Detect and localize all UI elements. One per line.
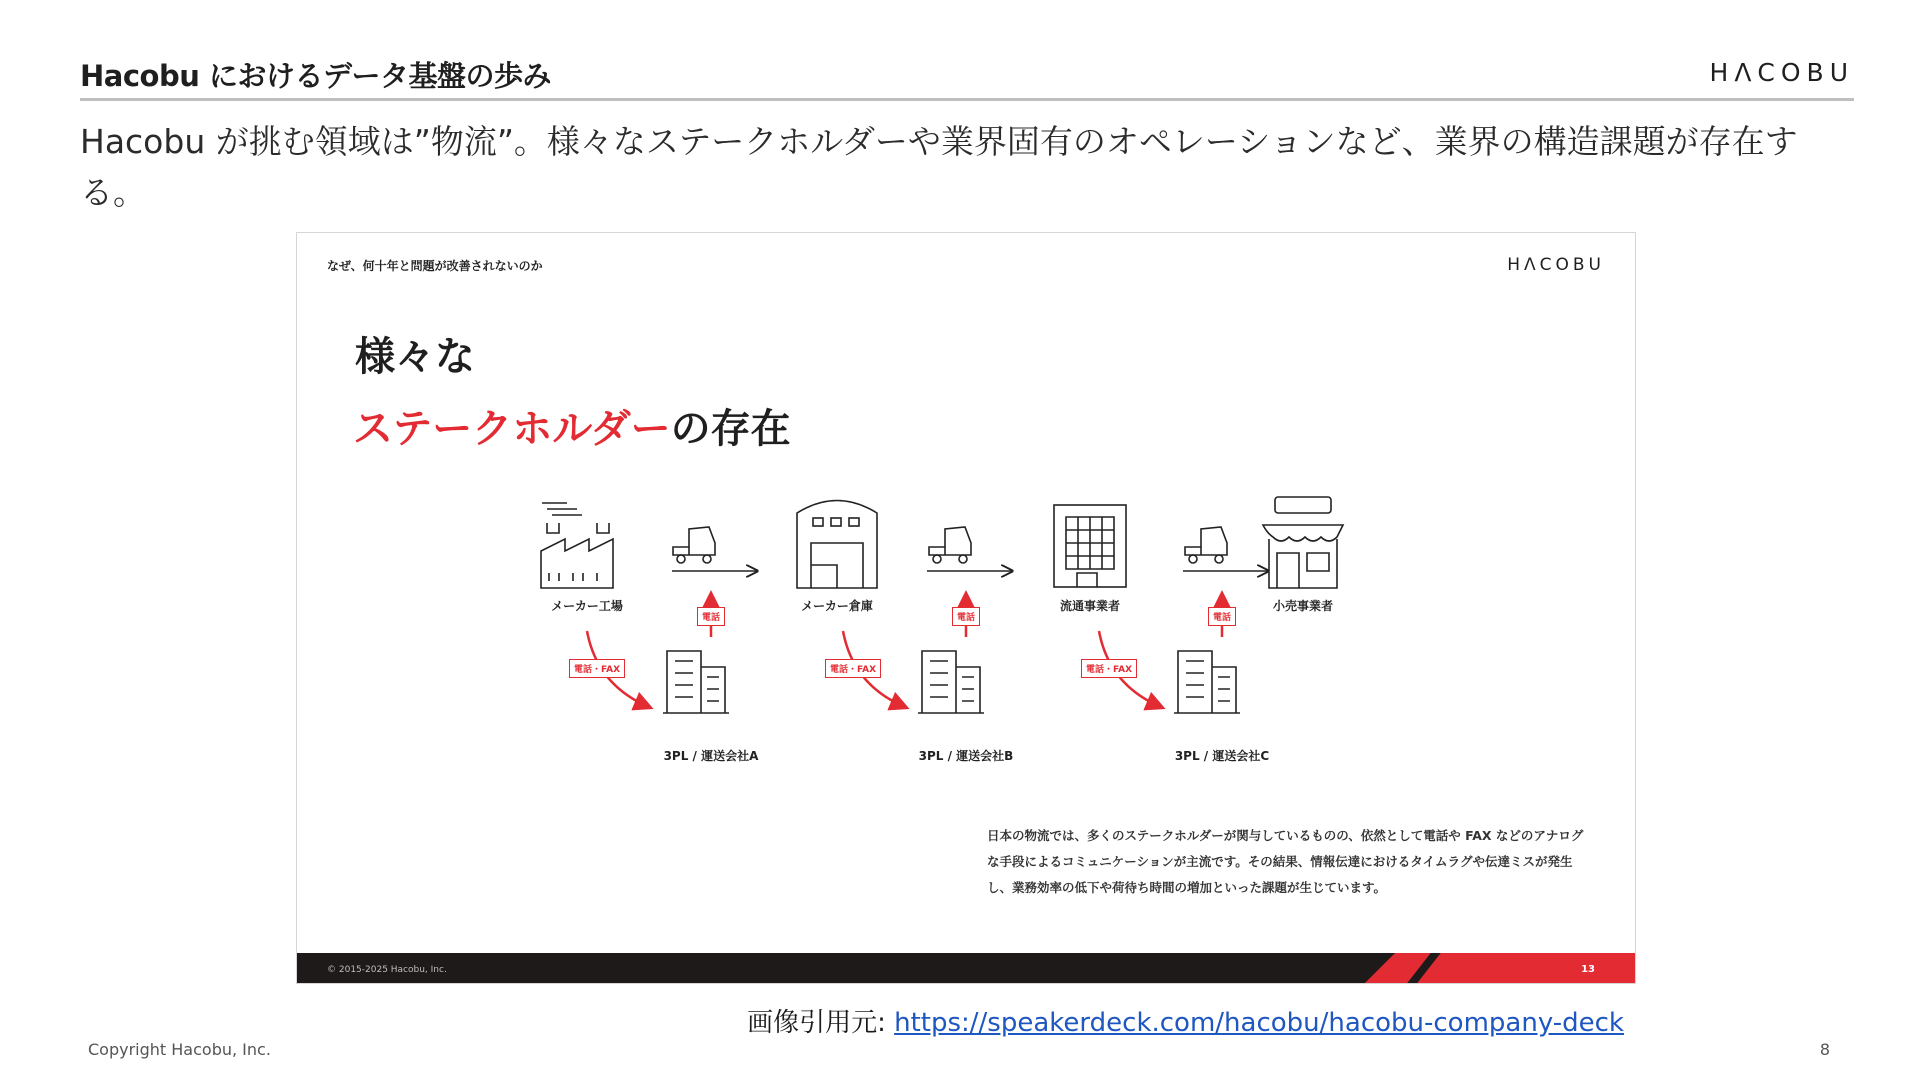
phone-fax-tag-3: 電話・FAX (1081, 659, 1137, 678)
store-icon (1263, 497, 1343, 588)
embedded-description: 日本の物流では、多くのステークホルダーが関与しているものの、依然として電話や FAX などのアナログな手段によるコミュニケーションが主流です。その結果、情報伝達におけるタイムラグや伝達ミスが発生し、業務効率の低下や荷待ち時間の増加といった課題が生じています。 (987, 828, 1584, 895)
carrier-building-icon-a (663, 651, 729, 713)
footer-copyright: Copyright Hacobu, Inc. (88, 1040, 271, 1059)
warehouse-icon (797, 501, 877, 589)
image-source-link[interactable]: https://speakerdeck.com/hacobu/hacobu-company-deck (894, 1008, 1624, 1038)
node-label-carrier-c: 3PL / 運送会社C (1174, 749, 1270, 763)
node-label-warehouse: メーカー倉庫 (801, 599, 873, 613)
title-divider (80, 98, 1854, 101)
node-label-retailer: 小売事業者 (1272, 599, 1334, 613)
carrier-building-icon-c (1174, 651, 1240, 713)
heading-highlight: ステークホルダー (353, 406, 671, 452)
node-label-factory: メーカー工場 (551, 599, 623, 613)
phone-fax-tag-2: 電話・FAX (825, 659, 881, 678)
phone-tag-2: 電話 (952, 607, 980, 626)
embedded-footer-copyright: © 2015-2025 Hacobu, Inc. (327, 965, 447, 975)
node-label-distributor: 流通事業者 (1059, 599, 1121, 613)
heading-rest: の存在 (670, 406, 791, 452)
office-building-icon (1054, 505, 1126, 587)
hacobu-logo: HΛCOBU (1709, 58, 1854, 87)
slide-title: Hacobu におけるデータ基盤の歩み (80, 59, 551, 93)
phone-fax-tag-1: 電話・FAX (569, 659, 625, 678)
image-source-label: 画像引用元: (747, 1008, 895, 1038)
page-number: 8 (1819, 1040, 1830, 1059)
carrier-building-icon-b (918, 651, 984, 713)
truck-icon-2 (929, 527, 971, 563)
lead-text: Hacobu が挑む領域は”物流”。様々なステークホルダーや業界固有のオペレーションなど、業界の構造課題が存在する。 (80, 122, 1798, 212)
factory-icon (541, 503, 613, 588)
phone-tag-1: 電話 (697, 607, 725, 626)
embedded-heading-line1: 様々な (355, 334, 475, 380)
embedded-slide-header: なぜ、何十年と問題が改善されないのか (327, 259, 543, 273)
phone-tag-3: 電話 (1208, 607, 1236, 626)
embedded-slide-image (296, 232, 1636, 984)
embedded-hacobu-logo: HΛCOBU (1507, 255, 1605, 275)
image-source (747, 1002, 1624, 1039)
node-label-carrier-a: 3PL / 運送会社A (663, 749, 759, 763)
embedded-page-number: 13 (1581, 964, 1595, 975)
truck-icon-3 (1185, 527, 1227, 563)
node-label-carrier-b: 3PL / 運送会社B (918, 749, 1014, 763)
truck-icon-1 (673, 527, 715, 563)
